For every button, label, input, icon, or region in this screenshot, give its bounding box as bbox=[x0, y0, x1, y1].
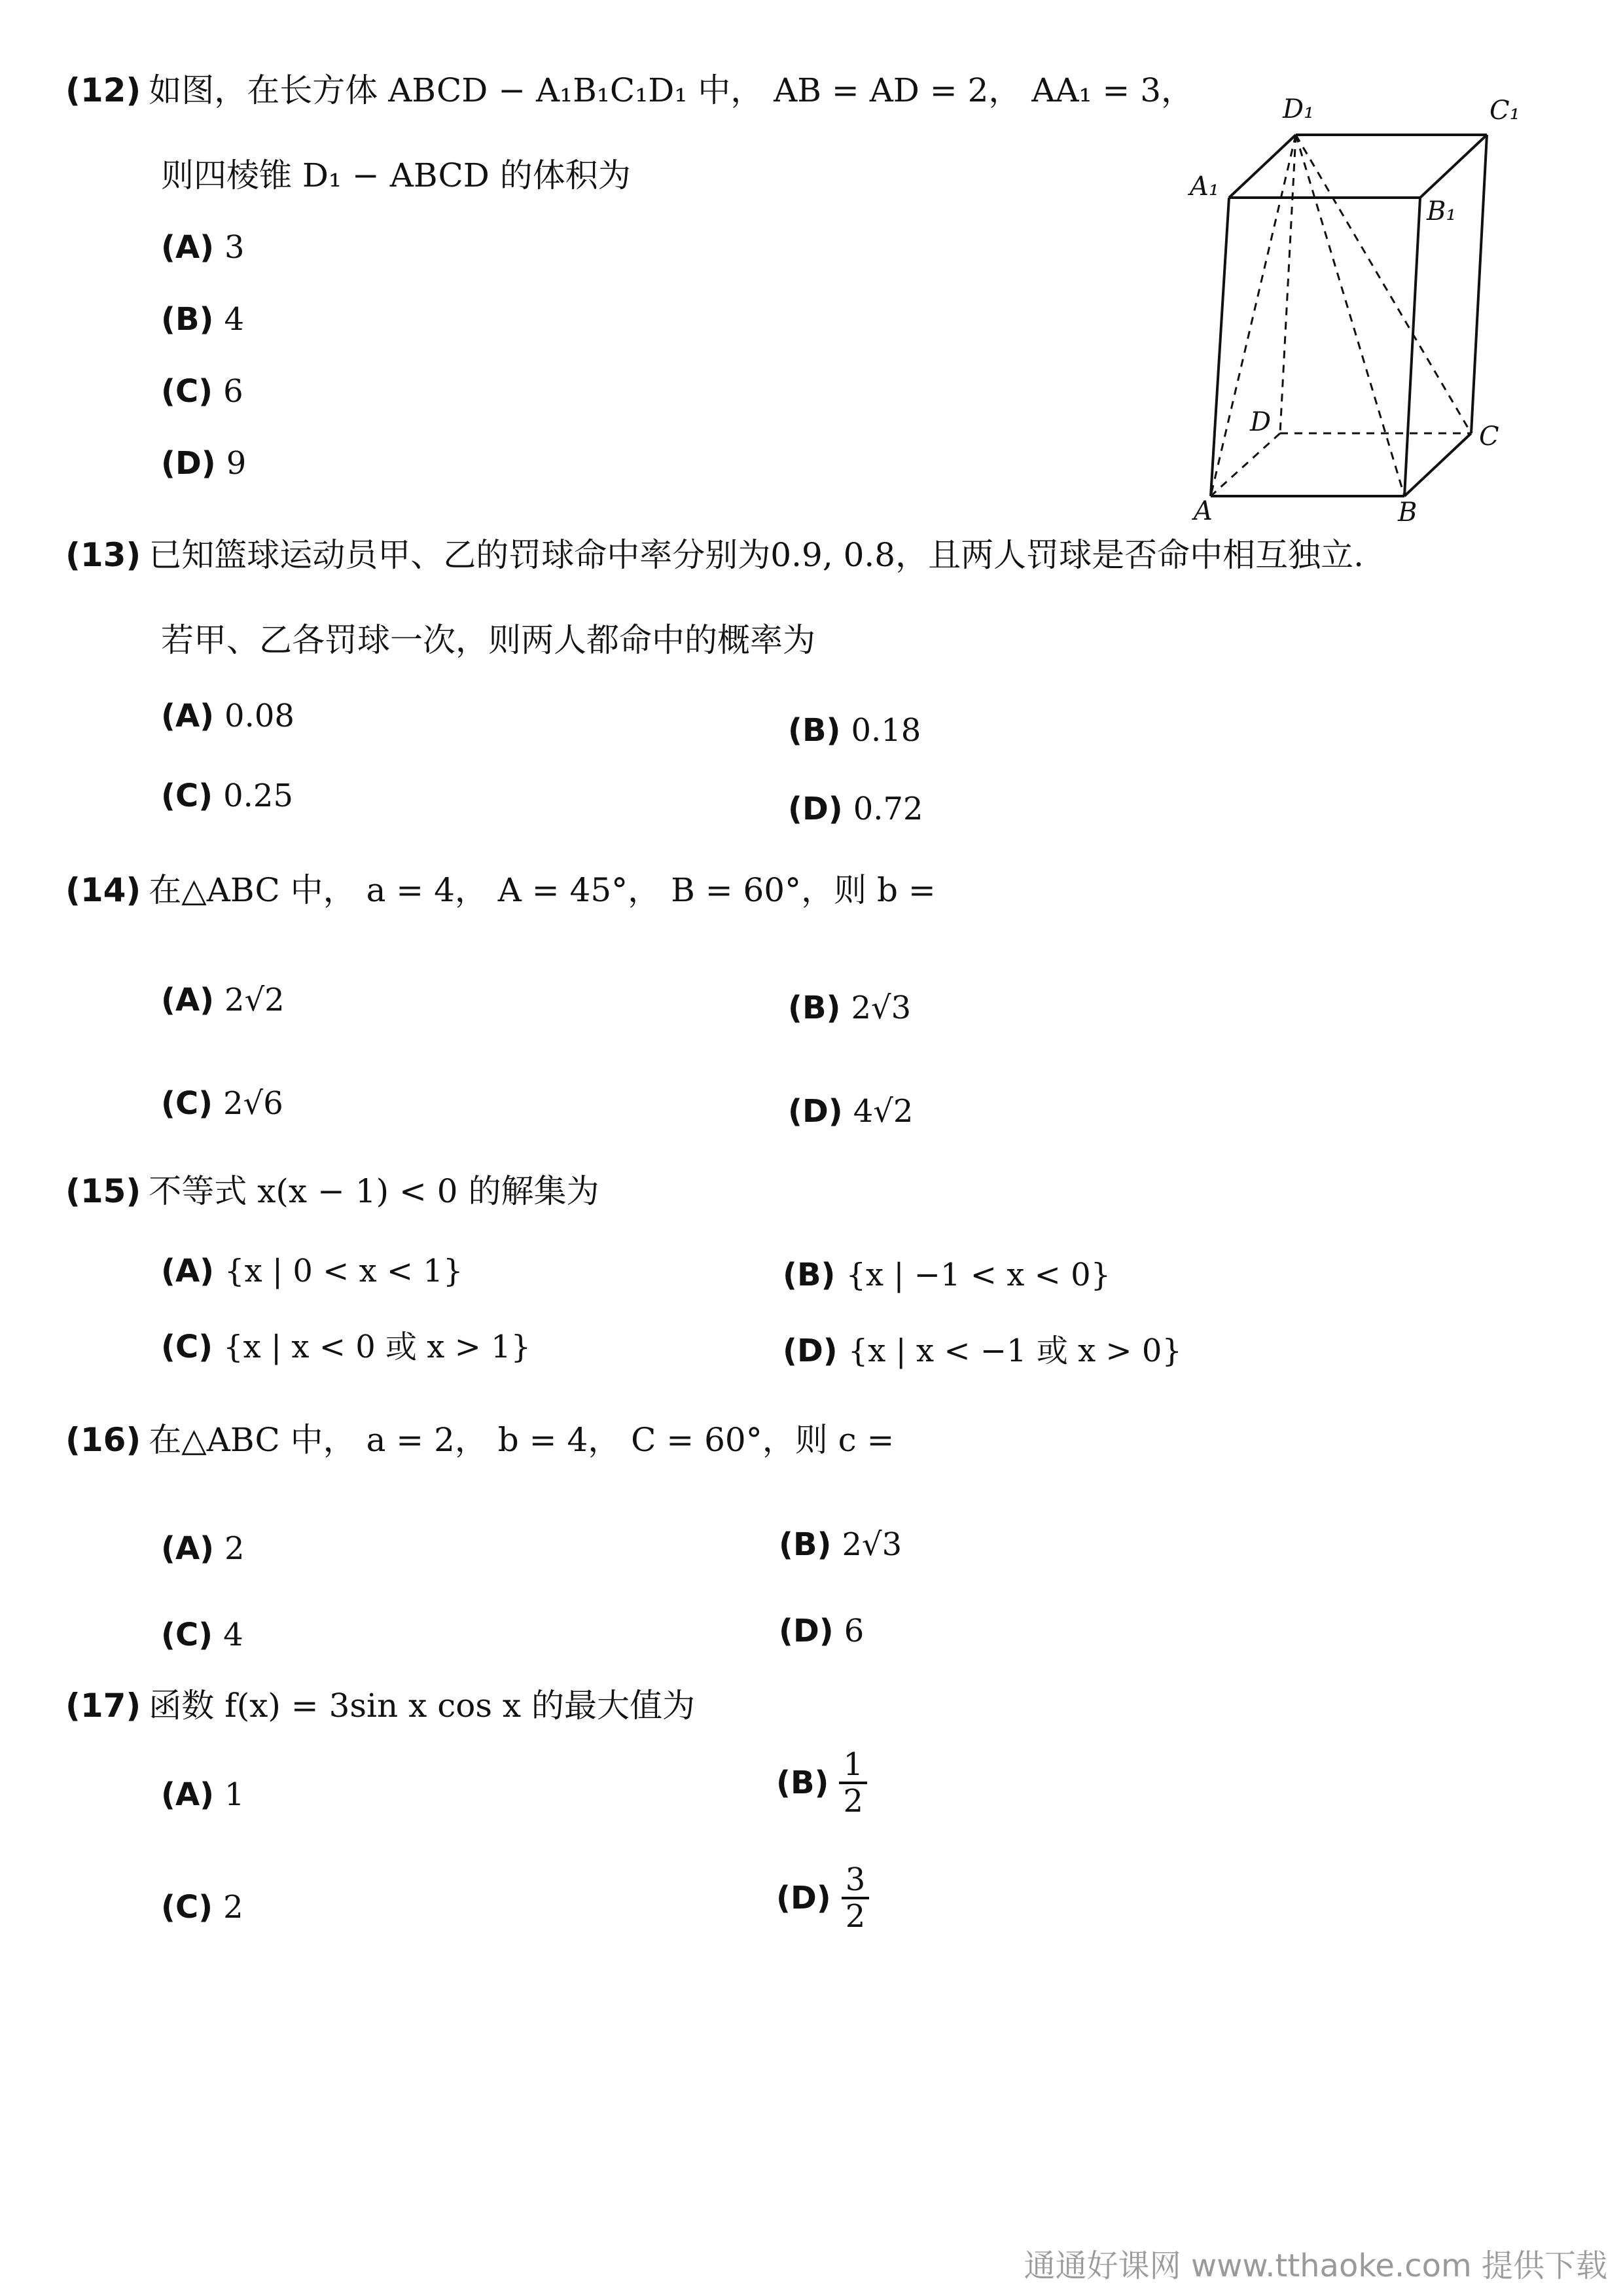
fraction-denominator: 2 bbox=[843, 1783, 864, 1820]
question-text: 如图，在长方体 ABCD − A₁B₁C₁D₁ 中， AB = AD = 2， AA₁ = 3， bbox=[149, 71, 1194, 109]
option-text: 6 bbox=[844, 1613, 865, 1649]
q15-option-d bbox=[783, 1331, 1182, 1371]
option-letter: (C) bbox=[161, 1329, 213, 1365]
option-text: 1 bbox=[224, 1776, 245, 1813]
option-text: {x | x < 0 或 x > 1} bbox=[223, 1329, 531, 1365]
question-13-stem bbox=[65, 535, 1364, 575]
q17-option-d bbox=[776, 1863, 869, 1933]
option-letter: (D) bbox=[788, 1093, 843, 1130]
option-text: 0.25 bbox=[223, 778, 293, 814]
cuboid-diagram bbox=[1178, 92, 1544, 524]
fraction-denominator: 2 bbox=[845, 1898, 866, 1935]
q16-option-c bbox=[161, 1615, 243, 1655]
q16-option-d bbox=[779, 1611, 864, 1651]
q14-option-d bbox=[788, 1092, 913, 1131]
q13-option-a bbox=[161, 696, 294, 736]
option-letter: (B) bbox=[776, 1765, 829, 1801]
option-text: 2√3 bbox=[842, 1526, 902, 1563]
option-text: 6 bbox=[223, 373, 243, 410]
fraction-numerator: 1 bbox=[839, 1748, 867, 1784]
label-a: A bbox=[1194, 496, 1213, 524]
edge-a1-a bbox=[1211, 198, 1229, 496]
q16-option-b bbox=[779, 1525, 902, 1564]
q12-option-b bbox=[161, 300, 244, 339]
option-letter: (B) bbox=[783, 1257, 836, 1293]
option-letter: (A) bbox=[161, 982, 215, 1018]
option-letter: (C) bbox=[161, 778, 213, 814]
q15-option-a bbox=[161, 1251, 463, 1291]
option-text: {x | x < −1 或 x > 0} bbox=[847, 1333, 1182, 1369]
edge-d1-a-hidden bbox=[1211, 135, 1296, 496]
q16-option-a bbox=[161, 1529, 245, 1568]
option-letter: (D) bbox=[779, 1613, 834, 1649]
question-12-stem-continued: 则四棱锥 D₁ − ABCD 的体积为 bbox=[161, 156, 631, 194]
question-text: 在△ABC 中， a = 2， b = 4， C = 60°，则 c = bbox=[149, 1421, 895, 1459]
question-16-stem bbox=[65, 1420, 894, 1460]
edge-d1-b-hidden bbox=[1296, 135, 1404, 496]
option-text: 2√3 bbox=[851, 990, 912, 1026]
option-letter: (B) bbox=[779, 1526, 832, 1563]
option-text: 0.08 bbox=[224, 698, 294, 734]
option-letter: (C) bbox=[161, 1617, 213, 1653]
edge-a1-d1 bbox=[1229, 135, 1296, 198]
option-letter: (A) bbox=[161, 698, 215, 734]
question-text: 函数 f(x) = 3sin x cos x 的最大值为 bbox=[149, 1687, 695, 1725]
option-letter: (D) bbox=[788, 791, 843, 827]
option-letter: (A) bbox=[161, 1776, 215, 1813]
option-letter: (A) bbox=[161, 229, 215, 266]
site-watermark: 通通好课网 www.tthaoke.com 提供下载 bbox=[1024, 2248, 1607, 2284]
option-letter: (B) bbox=[788, 712, 841, 749]
question-number: (17) bbox=[65, 1687, 141, 1725]
option-letter: (A) bbox=[161, 1253, 215, 1289]
q14-option-c bbox=[161, 1084, 283, 1123]
q13-option-d bbox=[788, 789, 923, 829]
option-text: 4 bbox=[223, 1617, 243, 1653]
label-d1: D₁ bbox=[1283, 94, 1315, 124]
label-b: B bbox=[1398, 497, 1418, 524]
label-b1: B₁ bbox=[1427, 196, 1457, 226]
q15-option-c bbox=[161, 1327, 531, 1367]
edge-b-c bbox=[1404, 433, 1471, 496]
option-text: 0.18 bbox=[851, 712, 921, 749]
question-number: (15) bbox=[65, 1172, 141, 1210]
q15-option-b bbox=[783, 1255, 1111, 1295]
edge-d1-d-hidden bbox=[1280, 135, 1296, 433]
q13-option-b bbox=[788, 711, 921, 750]
option-letter: (A) bbox=[161, 1530, 215, 1567]
question-text: 已知篮球运动员甲、乙的罚球命中率分别为0.9, 0.8，且两人罚球是否命中相互独立. bbox=[149, 536, 1364, 574]
fraction bbox=[839, 1748, 867, 1818]
question-14-stem bbox=[65, 870, 936, 910]
question-number: (12) bbox=[65, 71, 141, 109]
option-letter: (D) bbox=[161, 445, 216, 482]
question-number: (13) bbox=[65, 536, 141, 574]
q12-option-d bbox=[161, 444, 246, 483]
q12-option-a bbox=[161, 228, 245, 267]
q17-option-a bbox=[161, 1775, 245, 1814]
option-letter: (C) bbox=[161, 1889, 213, 1926]
q12-option-c bbox=[161, 372, 243, 411]
option-text: 4 bbox=[224, 301, 245, 338]
cuboid-figure bbox=[1178, 92, 1544, 524]
question-12-stem bbox=[65, 71, 1194, 110]
label-a1: A₁ bbox=[1190, 171, 1219, 202]
fraction-numerator: 3 bbox=[842, 1863, 870, 1899]
q17-option-c bbox=[161, 1888, 243, 1927]
edge-c1-b1 bbox=[1420, 135, 1487, 198]
option-letter: (C) bbox=[161, 1085, 213, 1122]
option-letter: (B) bbox=[788, 990, 841, 1026]
edge-c1-c bbox=[1471, 135, 1487, 433]
option-text: 0.72 bbox=[853, 791, 923, 827]
option-text: 4√2 bbox=[853, 1093, 914, 1130]
q13-option-c bbox=[161, 776, 293, 816]
option-text: {x | −1 < x < 0} bbox=[846, 1257, 1111, 1293]
q14-option-b bbox=[788, 988, 911, 1028]
option-letter: (B) bbox=[161, 301, 214, 338]
question-number: (14) bbox=[65, 871, 141, 909]
edge-b1-b bbox=[1404, 198, 1420, 496]
option-text: 2 bbox=[224, 1530, 245, 1567]
label-d: D bbox=[1250, 407, 1272, 437]
question-text: 不等式 x(x − 1) < 0 的解集为 bbox=[149, 1172, 599, 1210]
edge-d1-c-hidden bbox=[1296, 135, 1471, 433]
question-number: (16) bbox=[65, 1421, 141, 1459]
fraction bbox=[842, 1863, 870, 1933]
edge-d-a-hidden bbox=[1211, 433, 1280, 496]
option-letter: (C) bbox=[161, 373, 213, 410]
option-text: 2√2 bbox=[224, 982, 285, 1018]
option-text: 9 bbox=[226, 445, 247, 482]
q17-option-b bbox=[776, 1748, 867, 1818]
question-13-stem-continued: 若甲、乙各罚球一次，则两人都命中的概率为 bbox=[161, 621, 815, 659]
option-text: 2 bbox=[223, 1889, 243, 1926]
option-text: 2√6 bbox=[223, 1085, 283, 1122]
question-15-stem bbox=[65, 1172, 599, 1211]
q14-option-a bbox=[161, 980, 285, 1020]
option-letter: (D) bbox=[783, 1333, 838, 1369]
option-text: 3 bbox=[224, 229, 245, 266]
question-text: 在△ABC 中， a = 4， A = 45°， B = 60°，则 b = bbox=[149, 871, 936, 909]
label-c: C bbox=[1479, 422, 1499, 452]
question-17-stem bbox=[65, 1686, 695, 1725]
label-c1: C₁ bbox=[1489, 96, 1520, 126]
option-letter: (D) bbox=[776, 1880, 831, 1916]
option-text: {x | 0 < x < 1} bbox=[224, 1253, 463, 1289]
